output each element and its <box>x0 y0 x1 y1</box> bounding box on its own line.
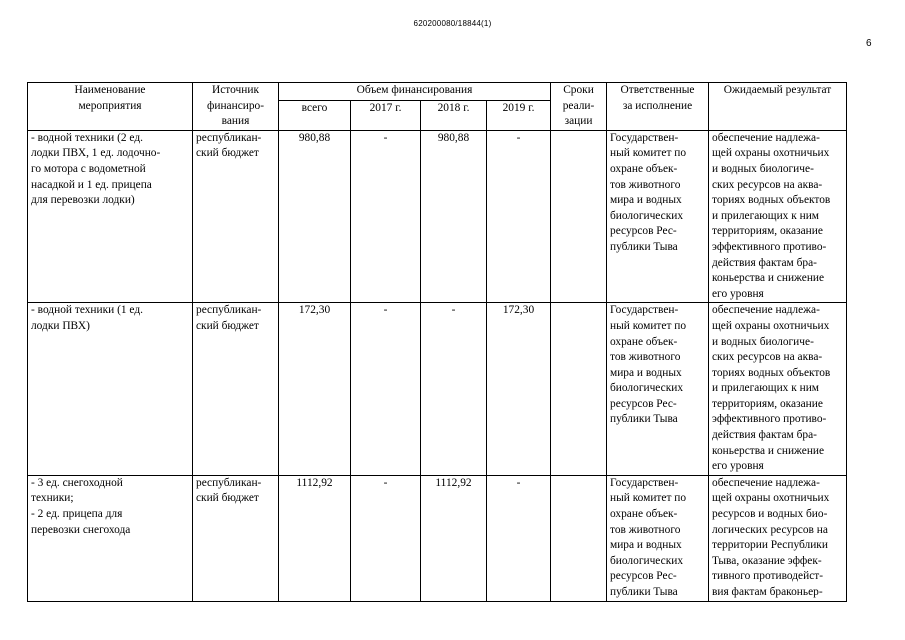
row-2019: - <box>487 130 551 303</box>
header-total: всего <box>279 100 351 130</box>
row-terms <box>551 130 607 303</box>
financing-table <box>27 82 847 602</box>
row-2018: 1112,92 <box>421 475 487 601</box>
header-2019: 2019 г. <box>487 100 551 130</box>
row-2018: 980,88 <box>421 130 487 303</box>
row-responsible: Государствен- ный комитет по охране объек- тов животного мира и водных биологических ресурсов Рес- публики Тыва <box>607 130 709 303</box>
row-name: - водной техники (2 ед. лодки ПВХ, 1 ед. лодочно- го мотора с водометной насадкой и 1 ед. прицепа для перевозки лодки) <box>28 130 193 303</box>
row-source: республикан- ский бюджет <box>193 303 279 476</box>
row-name: - водной техники (1 ед. лодки ПВХ) <box>28 303 193 476</box>
row-name: - 3 ед. снегоходной техники; - 2 ед. прицепа для перевозки снегохода <box>28 475 193 601</box>
table-row <box>28 130 847 303</box>
row-source: республикан- ский бюджет <box>193 475 279 601</box>
row-source: республикан- ский бюджет <box>193 130 279 303</box>
row-responsible: Государствен- ный комитет по охране объек- тов животного мира и водных биологических ресурсов Рес- публики Тыва <box>607 303 709 476</box>
header-2017: 2017 г. <box>351 100 421 130</box>
row-result: обеспечение надлежа- щей охраны охотничьих и водных биологиче- ских ресурсов на аква- ториях водных объектов и прилегающих к ним территориям, оказание эффективного противо- действия фактам бра- коньерства и снижение его уровня <box>709 303 847 476</box>
header-responsible: Ответственные за исполнение <box>607 83 709 131</box>
document-id: 620200080/18844(1) <box>413 19 492 28</box>
header-result: Ожидаемый результат <box>709 83 847 131</box>
header-volume: Объем финансирования <box>279 83 551 101</box>
row-total: 172,30 <box>279 303 351 476</box>
row-2017: - <box>351 475 421 601</box>
header-terms: Сроки реали- зации <box>551 83 607 131</box>
row-result: обеспечение надлежа- щей охраны охотничьих ресурсов и водных био- логических ресурсов на территории Республики Тыва, оказание эффек- тивного противодейст- вия фактам браконьер- <box>709 475 847 601</box>
row-2017: - <box>351 303 421 476</box>
row-total: 1112,92 <box>279 475 351 601</box>
header-name: Наименование мероприятия <box>28 83 193 131</box>
table-row <box>28 303 847 476</box>
row-terms <box>551 303 607 476</box>
page-number: 6 <box>866 38 872 49</box>
table-row <box>28 475 847 601</box>
row-2019: 172,30 <box>487 303 551 476</box>
row-result: обеспечение надлежа- щей охраны охотничьих и водных биологиче- ских ресурсов на аква- ториях водных объектов и прилегающих к ним территориям, оказание эффективного противо- действия фактам бра- коньерства и снижение его уровня <box>709 130 847 303</box>
row-2017: - <box>351 130 421 303</box>
header-source: Источник финансиро- вания <box>193 83 279 131</box>
row-2018: - <box>421 303 487 476</box>
header-2018: 2018 г. <box>421 100 487 130</box>
row-total: 980,88 <box>279 130 351 303</box>
row-responsible: Государствен- ный комитет по охране объек- тов животного мира и водных биологических ресурсов Рес- публики Тыва <box>607 475 709 601</box>
row-terms <box>551 475 607 601</box>
row-2019: - <box>487 475 551 601</box>
